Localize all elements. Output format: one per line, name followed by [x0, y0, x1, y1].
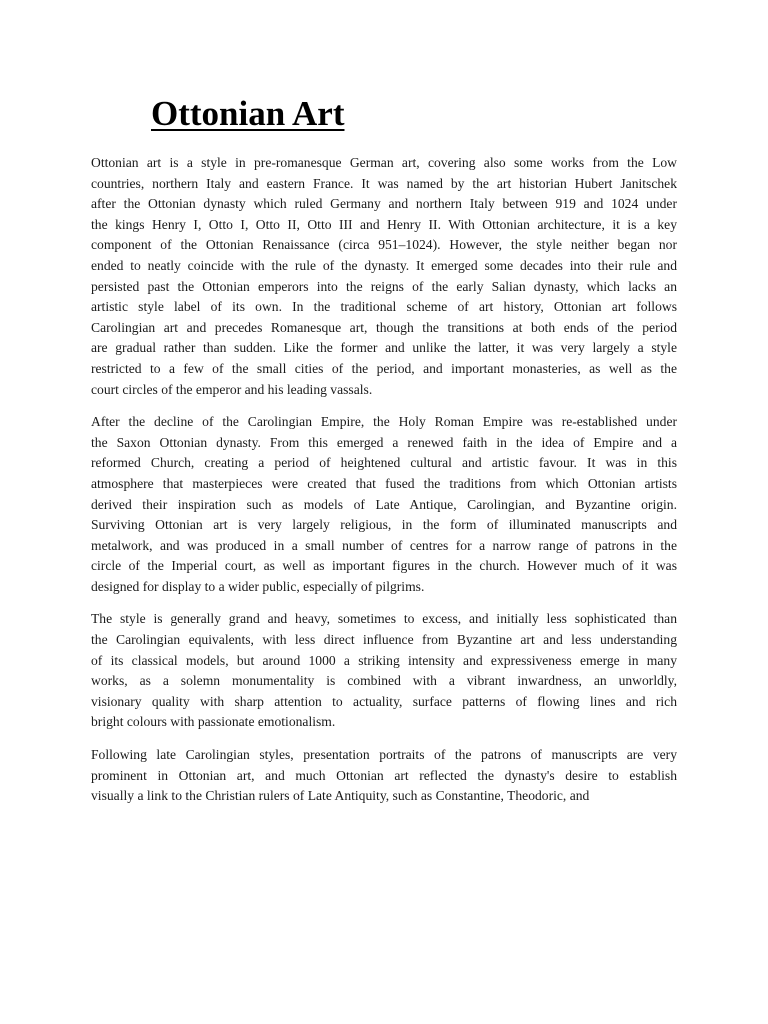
text-line: designed for display to a wider public, especially of pilgrims.	[91, 578, 425, 594]
text-line: visionary quality with sharp attention to actuality, surface patterns of flowing lines and rich	[91, 693, 677, 709]
text-line: After the decline of the Carolingian Empire, the Holy Roman Empire was re-established under	[91, 414, 677, 430]
text-line: prominent in Ottonian art, and much Ottonian art reflected the dynasty's desire to establish	[91, 767, 677, 783]
text-line: of its classical models, but around 1000 a striking intensity and expressiveness emerge in many	[91, 652, 677, 668]
text-line: atmosphere that masterpieces were created that fused the traditions from which Ottonian artists	[91, 475, 677, 491]
text-line: persisted past the Ottonian emperors into the reigns of the early Salian dynasty, which lacks an	[91, 278, 677, 294]
text-line: after the Ottonian dynasty which ruled Germany and northern Italy between 919 and 1024 under	[91, 196, 677, 212]
paragraph	[91, 153, 677, 400]
paragraph	[91, 609, 677, 733]
text-line: Ottonian art is a style in pre-romanesque German art, covering also some works from the Low	[91, 155, 677, 170]
text-line: component of the Ottonian Renaissance (circa 951–1024). However, the style neither began nor	[91, 237, 677, 253]
text-line: visually a link to the Christian rulers of Late Antiquity, such as Constantine, Theodoric, and	[91, 788, 590, 804]
text-line: circle of the Imperial court, as well as important figures in the church. However much of it was	[91, 558, 677, 574]
text-line: the Carolingian equivalents, with less direct influence from Byzantine art and less understanding	[91, 632, 677, 648]
text-line: the kings Henry I, Otto I, Otto II, Otto III and Henry II. With Ottonian architecture, it is a key	[91, 216, 677, 232]
text-line: The style is generally grand and heavy, sometimes to excess, and initially less sophisticated than	[91, 611, 677, 627]
paragraph	[91, 412, 677, 597]
text-line: the Saxon Ottonian dynasty. From this emerged a renewed faith in the idea of Empire and a	[91, 434, 677, 450]
text-line: artistic style label of its own. In the traditional scheme of art history, Ottonian art follows	[91, 299, 677, 315]
text-line: works, as a solemn monumentality is combined with a vibrant inwardness, an unworldly,	[91, 673, 677, 689]
text-line: Surviving Ottonian art is very largely religious, in the form of illuminated manuscripts and	[91, 517, 677, 533]
document-title: Ottonian Art	[151, 94, 345, 133]
text-line: Carolingian art and precedes Romanesque art, though the transitions at both ends of the period	[91, 319, 677, 335]
text-line: court circles of the emperor and his leading vassals.	[91, 381, 373, 397]
text-line: are gradual rather than sudden. Like the former and unlike the latter, it was very largely a style	[91, 340, 677, 356]
text-line: bright colours with passionate emotionalism.	[91, 714, 336, 730]
text-line: ended to neatly coincide with the rule of the dynasty. It emerged some decades into their rule and	[91, 257, 677, 273]
text-line: Following late Carolingian styles, presentation portraits of the patrons of manuscripts are very	[91, 747, 677, 763]
text-line: restricted to a few of the small cities of the period, and important monasteries, as well as the	[91, 360, 677, 376]
text-line: countries, northern Italy and eastern France. It was named by the art historian Hubert Janitschek	[91, 175, 677, 191]
text-line: derived their inspiration such as models of Late Antique, Carolingian, and Byzantine origin.	[91, 496, 677, 512]
text-line: reformed Church, creating a period of heightened cultural and artistic favour. It was in this	[91, 455, 677, 471]
paragraph	[91, 745, 677, 807]
text-line: metalwork, and was produced in a small number of centres for a narrow range of patrons in the	[91, 537, 677, 553]
document-body	[91, 153, 677, 819]
